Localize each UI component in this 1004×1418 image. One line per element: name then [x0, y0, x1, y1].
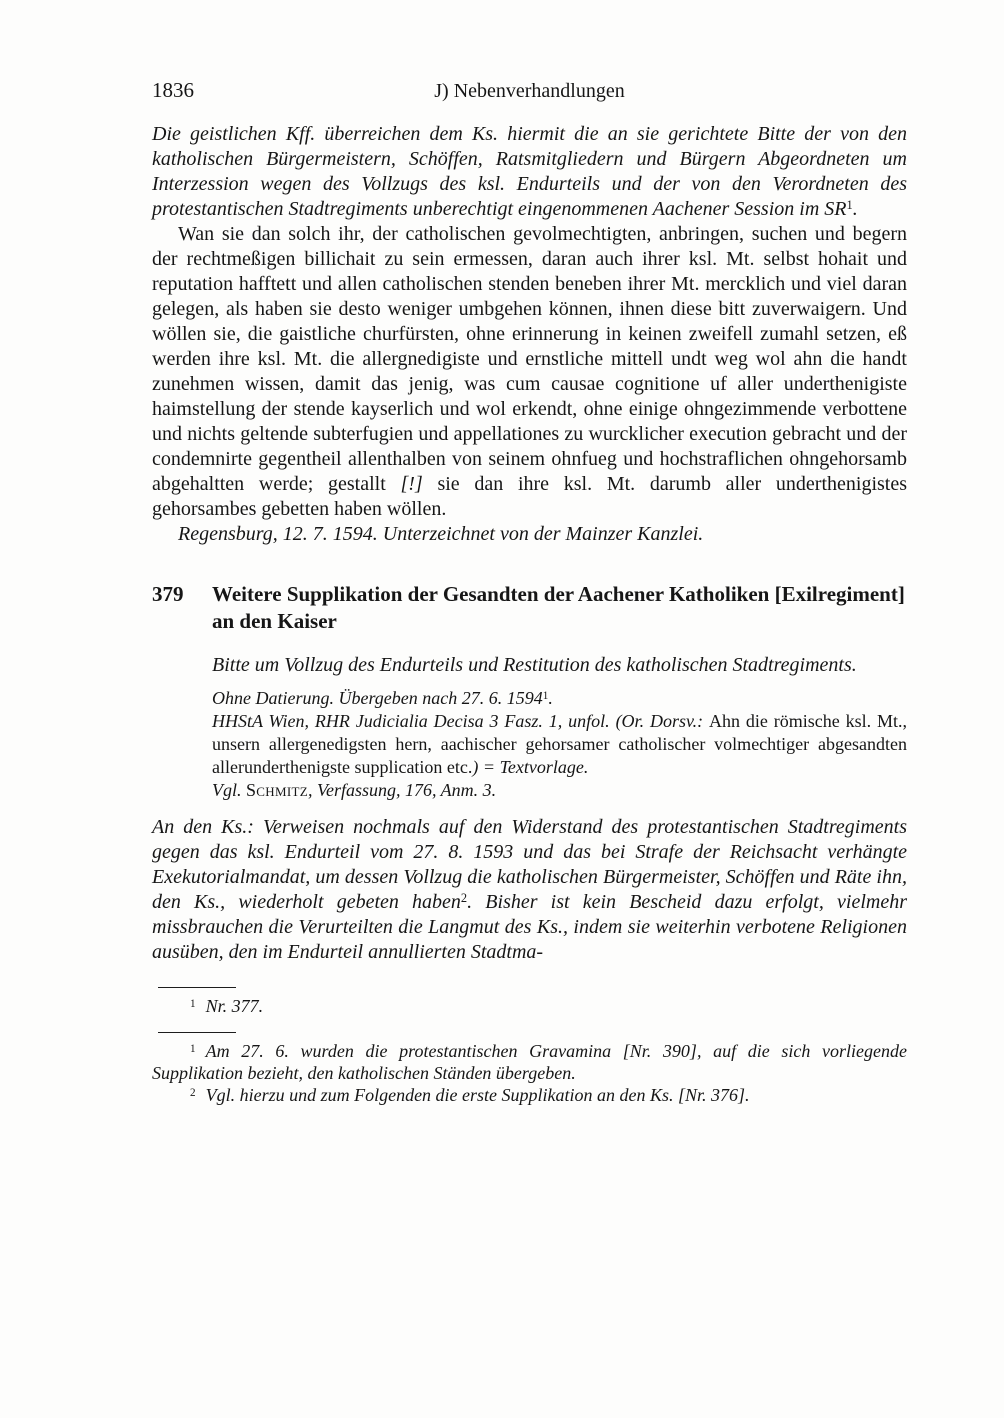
footnote-378-1 — [152, 995, 907, 1017]
footnotes-area — [152, 987, 907, 1106]
footnote-marker: 1 — [190, 997, 196, 1010]
dating-line — [212, 687, 907, 710]
literature-author: Schmitz — [246, 780, 308, 800]
footnote-marker: 1 — [190, 1042, 196, 1055]
regest-paragraph: Bitte um Vollzug des Endurteils und Restitution des katholischen Stadtregiments. — [212, 654, 857, 676]
footnote-separator-rule — [158, 987, 236, 988]
source-meta-block — [212, 687, 907, 802]
footnote-text: Am 27. 6. wurden die protestantischen Gravamina [Nr. 390], auf die sich vorliegende Supplikation bezieht, den katholischen Ständen übergeben. — [152, 1041, 907, 1083]
footnote-379-2 — [152, 1084, 907, 1106]
footnote-379-1 — [152, 1040, 907, 1084]
running-header — [152, 78, 907, 104]
literature-prefix: Vgl. — [212, 780, 246, 800]
summary-tail: . — [852, 198, 858, 220]
sic-marker: [!] — [400, 473, 423, 495]
footnote-text: Vgl. hierzu und zum Folgenden die erste Supplikation an den Ks. [Nr. 376]. — [205, 1085, 750, 1105]
running-head-title: J) Nebenverhandlungen — [434, 80, 625, 102]
summary-paragraph — [152, 122, 907, 222]
entry-apparatus — [212, 653, 907, 802]
transcription-paragraph — [152, 222, 907, 522]
entry-heading — [152, 581, 907, 635]
entry-number: 379 — [152, 582, 184, 606]
dating-tail: . — [548, 688, 553, 708]
footnote-marker: 2 — [190, 1086, 196, 1099]
summary-text: Die geistlichen Kff. überreichen dem Ks. hiermit die an sie gerichtete Bitte der von den katholischen Bürgermeistern, Schöffen, Ratsmitgliedern und Bürgern Abgeordneten um Interzession wegen des Vollzugs des ksl. Endurteils und der von den Verordneten des protestantischen Stadtregiments unberechtigt eingenommenen Aachener Session im SR — [152, 123, 907, 220]
entry-title: Weitere Supplikation der Gesandten der Aachener Katholiken [Exilregiment] an den Kaiser — [212, 582, 905, 633]
dorsal-note: Ahn die römische ksl. Mt., unsern allergenedigsten hern, aachischer gehorsamer catholischer volmechtiger abgesandten allerunderthenigste supplication etc. — [212, 711, 908, 777]
entry-summary-paragraph — [152, 815, 907, 965]
footnote-block-379 — [152, 1032, 907, 1106]
document-378-tail — [152, 122, 907, 547]
entry-summary-part1: An den Ks.: Verweisen nochmals auf den Widerstand des protestantischen Stadtregiments gegen das ksl. Endurteil vom 27. 8. 1593 und das bei Strafe der Reichsacht verhängte Exekutorialmandat, um dessen Vollzug die katholischen Bürgermeister, Schöffen und Räte ihn, den Ks., wiederholt gebeten haben — [152, 816, 907, 913]
page-number: 1836 — [152, 78, 194, 102]
entry-summary-part2: . Bisher ist kein Bescheid dazu erfolgt, vielmehr missbrauchen die Verurteilten die Langmut des Ks., indem sie weiterhin verbotene Religionen ausüben, den im Endurteil annullierten Stadtma- — [152, 891, 907, 963]
footnote-ref-1-entry: 1 — [542, 689, 549, 702]
archive-reference: HHStA Wien, RHR Judicialia Decisa 3 Fasz. 1, unfol. (Or. Dorsv.: — [212, 711, 709, 731]
literature-line — [212, 779, 907, 802]
footnote-block-378 — [152, 987, 907, 1017]
footnote-text: Nr. 377. — [205, 996, 264, 1016]
transcription-part2: sie dan ihre ksl. Mt. darumb aller underthenigistes gehorsambes gebetten haben wöllen. — [152, 473, 907, 520]
dating-text: Ohne Datierung. Übergeben nach 27. 6. 1594 — [212, 688, 543, 708]
footnote-ref-2: 2 — [460, 891, 468, 906]
transcription-part1: Wan sie dan solch ihr, der catholischen gevolmechtigten, anbringen, suchen und begern der rechtmeßigen billichait zu sein ermessen, daran auch ihrer ksl. Mt. selbst hohait und reputation hafftett und allen catholischen stenden beneben ihrer Mt. mercklich und viel daran gelegen, als haben sie desto weniger umbgehen können, ihnen diese bitt zuverwaigern. Und wöllen sie, die gaistliche churfürsten, ohne erinnerung in keinen zweifell zumahl setzen, eß werden ihre ksl. Mt. die allergnedigiste und ernstliche mittell undt weg wol ahn die handt zunehmen wissen, damit das jenig, was cum causae cognitione uf aller underthenigiste haimstellung der stende kayserlich und wol erkendt, ohne einige ohngezimmende verbottene und nichts geltende subterfugien und appellationes zu wurcklicher execution gebracht und der condemnirte gegentheil allenthalben von seinem ohnfueg und hochstraflichen ohngehorsamb abgehaltten werde; gestallt — [152, 223, 907, 495]
archive-source-line — [212, 710, 907, 779]
entry-379 — [152, 581, 907, 965]
source-closing: ) = Textvorlage. — [472, 757, 589, 777]
footnote-separator-rule — [158, 1032, 236, 1033]
literature-reference: , Verfassung, 176, Anm. 3. — [307, 780, 497, 800]
dateline: Regensburg, 12. 7. 1594. Unterzeichnet von der Mainzer Kanzlei. — [178, 523, 704, 545]
footnote-ref-1: 1 — [846, 198, 853, 213]
